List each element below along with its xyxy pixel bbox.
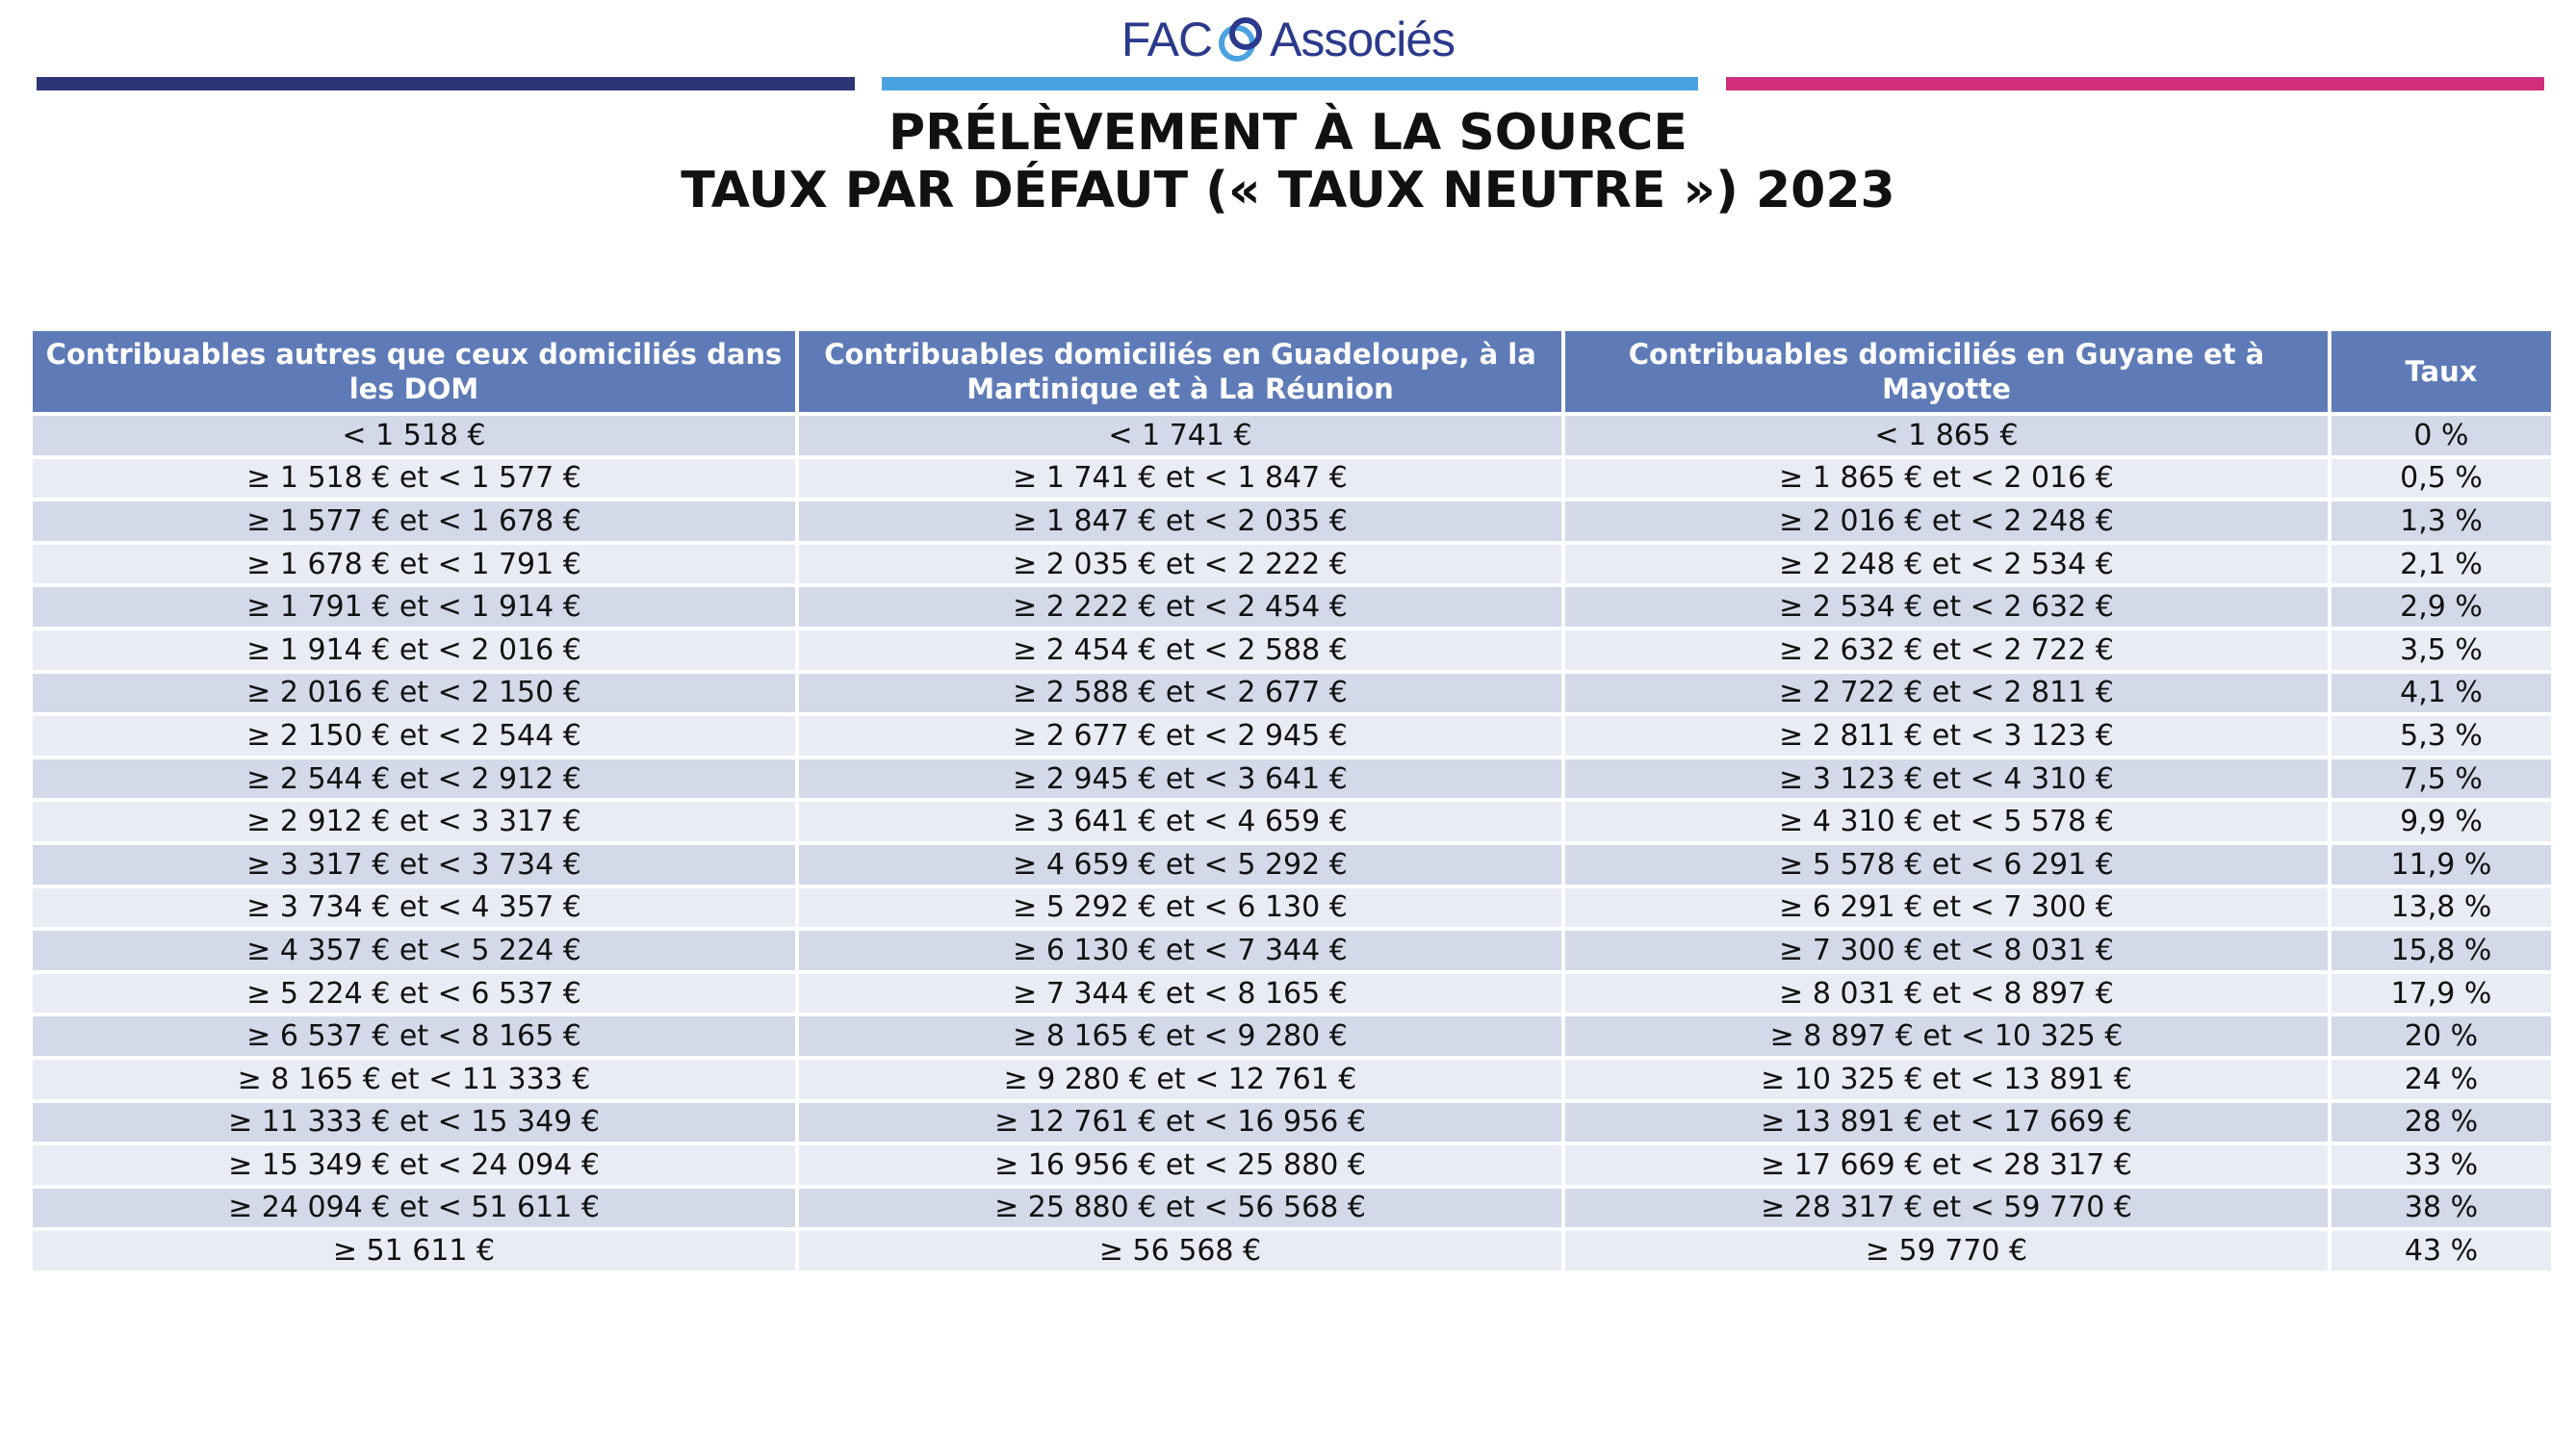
cell-metropole: ≥ 15 349 € et < 24 094 € (33, 1145, 795, 1185)
cell-taux: 43 % (2331, 1231, 2551, 1271)
cell-guyane-mayotte: ≥ 7 300 € et < 8 031 € (1565, 931, 2328, 970)
cell-metropole: ≥ 51 611 € (33, 1231, 795, 1271)
header-guyane-mayotte: Contribuables domiciliés en Guyane et à Mayotte (1565, 331, 2328, 412)
cell-guyane-mayotte: ≥ 8 031 € et < 8 897 € (1565, 974, 2328, 1014)
cell-metropole: ≥ 2 912 € et < 3 317 € (33, 802, 795, 841)
table-row (33, 1016, 2551, 1056)
cell-guadeloupe-martinique-reunion: ≥ 7 344 € et < 8 165 € (799, 974, 1561, 1014)
cell-guadeloupe-martinique-reunion: ≥ 16 956 € et < 25 880 € (799, 1145, 1561, 1185)
cell-guyane-mayotte: ≥ 6 291 € et < 7 300 € (1565, 888, 2328, 928)
logo-mark-icon (1214, 13, 1268, 66)
cell-guyane-mayotte: ≥ 8 897 € et < 10 325 € (1565, 1016, 2328, 1056)
cell-guyane-mayotte: ≥ 3 123 € et < 4 310 € (1565, 759, 2328, 799)
table-row (33, 587, 2551, 627)
cell-guyane-mayotte: ≥ 17 669 € et < 28 317 € (1565, 1145, 2328, 1185)
table-row (33, 759, 2551, 799)
table-header-row (33, 331, 2551, 412)
cell-taux: 9,9 % (2331, 802, 2551, 841)
cell-guyane-mayotte: ≥ 10 325 € et < 13 891 € (1565, 1060, 2328, 1099)
cell-taux: 1,3 % (2331, 501, 2551, 541)
cell-metropole: ≥ 8 165 € et < 11 333 € (33, 1060, 795, 1099)
cell-guadeloupe-martinique-reunion: ≥ 56 568 € (799, 1231, 1561, 1271)
table-row (33, 1231, 2551, 1271)
cell-taux: 20 % (2331, 1016, 2551, 1056)
header-metropole: Contribuables autres que ceux domiciliés dans les DOM (33, 331, 795, 412)
cell-taux: 4,1 % (2331, 674, 2551, 713)
cell-taux: 0 % (2331, 416, 2551, 455)
table-row (33, 545, 2551, 584)
cell-guyane-mayotte: ≥ 2 248 € et < 2 534 € (1565, 545, 2328, 584)
table-row (33, 802, 2551, 841)
cell-taux: 17,9 % (2331, 974, 2551, 1014)
cell-metropole: ≥ 3 317 € et < 3 734 € (33, 845, 795, 885)
cell-taux: 5,3 % (2331, 716, 2551, 756)
header-guadeloupe-martinique-reunion: Contribuables domiciliés en Guadeloupe, à la Martinique et à La Réunion (799, 331, 1561, 412)
cell-taux: 15,8 % (2331, 931, 2551, 970)
cell-metropole: ≥ 1 518 € et < 1 577 € (33, 459, 795, 499)
cell-guyane-mayotte: ≥ 2 811 € et < 3 123 € (1565, 716, 2328, 756)
cell-metropole: ≥ 2 150 € et < 2 544 € (33, 716, 795, 756)
table-row (33, 1189, 2551, 1228)
cell-guyane-mayotte: ≥ 2 632 € et < 2 722 € (1565, 630, 2328, 670)
table-row (33, 674, 2551, 713)
cell-metropole: ≥ 2 544 € et < 2 912 € (33, 759, 795, 799)
cell-guadeloupe-martinique-reunion: ≥ 2 677 € et < 2 945 € (799, 716, 1561, 756)
logo-text-fac: FAC (1121, 13, 1213, 66)
table-row (33, 716, 2551, 756)
cell-guadeloupe-martinique-reunion: ≥ 2 035 € et < 2 222 € (799, 545, 1561, 584)
cell-guadeloupe-martinique-reunion: ≥ 25 880 € et < 56 568 € (799, 1189, 1561, 1228)
cell-metropole: ≥ 1 678 € et < 1 791 € (33, 545, 795, 584)
company-logo (0, 8, 2576, 71)
page-title-line-1: PRÉLÈVEMENT À LA SOURCE (889, 104, 1687, 162)
cell-guadeloupe-martinique-reunion: ≥ 1 847 € et < 2 035 € (799, 501, 1561, 541)
cell-guyane-mayotte: ≥ 13 891 € et < 17 669 € (1565, 1103, 2328, 1143)
table-row (33, 1145, 2551, 1185)
cell-metropole: ≥ 1 791 € et < 1 914 € (33, 587, 795, 627)
cell-metropole: ≥ 2 016 € et < 2 150 € (33, 674, 795, 713)
cell-taux: 13,8 % (2331, 888, 2551, 928)
cell-guadeloupe-martinique-reunion: ≥ 1 741 € et < 1 847 € (799, 459, 1561, 499)
table-row (33, 974, 2551, 1014)
decorative-bar-navy (37, 77, 855, 90)
cell-metropole: ≥ 5 224 € et < 6 537 € (33, 974, 795, 1014)
header-taux: Taux (2331, 331, 2551, 412)
logo-text-associes: Associés (1270, 13, 1455, 66)
cell-metropole: ≥ 11 333 € et < 15 349 € (33, 1103, 795, 1143)
cell-guyane-mayotte: ≥ 2 016 € et < 2 248 € (1565, 501, 2328, 541)
cell-metropole: ≥ 3 734 € et < 4 357 € (33, 888, 795, 928)
cell-metropole: ≥ 1 914 € et < 2 016 € (33, 630, 795, 670)
cell-guyane-mayotte: < 1 865 € (1565, 416, 2328, 455)
cell-metropole: ≥ 1 577 € et < 1 678 € (33, 501, 795, 541)
cell-taux: 38 % (2331, 1189, 2551, 1228)
cell-metropole: ≥ 24 094 € et < 51 611 € (33, 1189, 795, 1228)
cell-taux: 0,5 % (2331, 459, 2551, 499)
cell-guyane-mayotte: ≥ 2 534 € et < 2 632 € (1565, 587, 2328, 627)
table-row (33, 501, 2551, 541)
cell-guyane-mayotte: ≥ 2 722 € et < 2 811 € (1565, 674, 2328, 713)
cell-guadeloupe-martinique-reunion: ≥ 12 761 € et < 16 956 € (799, 1103, 1561, 1143)
cell-guadeloupe-martinique-reunion: ≥ 5 292 € et < 6 130 € (799, 888, 1561, 928)
cell-taux: 2,9 % (2331, 587, 2551, 627)
table-row (33, 630, 2551, 670)
cell-guadeloupe-martinique-reunion: ≥ 2 588 € et < 2 677 € (799, 674, 1561, 713)
cell-guadeloupe-martinique-reunion: ≥ 8 165 € et < 9 280 € (799, 1016, 1561, 1056)
cell-guadeloupe-martinique-reunion: ≥ 6 130 € et < 7 344 € (799, 931, 1561, 970)
table-row (33, 931, 2551, 970)
table-row (33, 845, 2551, 885)
cell-taux: 11,9 % (2331, 845, 2551, 885)
cell-guadeloupe-martinique-reunion: ≥ 3 641 € et < 4 659 € (799, 802, 1561, 841)
cell-metropole: ≥ 6 537 € et < 8 165 € (33, 1016, 795, 1056)
cell-metropole: < 1 518 € (33, 416, 795, 455)
cell-guyane-mayotte: ≥ 59 770 € (1565, 1231, 2328, 1271)
decorative-bar-sky (882, 77, 1698, 90)
cell-guadeloupe-martinique-reunion: ≥ 4 659 € et < 5 292 € (799, 845, 1561, 885)
tax-rate-table (29, 327, 2555, 1274)
table-row (33, 416, 2551, 455)
cell-taux: 33 % (2331, 1145, 2551, 1185)
page-title-line-2: TAUX PAR DÉFAUT (« TAUX NEUTRE ») 2023 (681, 162, 1895, 219)
table-row (33, 1103, 2551, 1143)
cell-taux: 7,5 % (2331, 759, 2551, 799)
decorative-bar-pink (1726, 77, 2544, 90)
cell-guadeloupe-martinique-reunion: < 1 741 € (799, 416, 1561, 455)
cell-taux: 24 % (2331, 1060, 2551, 1099)
cell-guadeloupe-martinique-reunion: ≥ 9 280 € et < 12 761 € (799, 1060, 1561, 1099)
cell-guyane-mayotte: ≥ 28 317 € et < 59 770 € (1565, 1189, 2328, 1228)
cell-guyane-mayotte: ≥ 4 310 € et < 5 578 € (1565, 802, 2328, 841)
cell-guyane-mayotte: ≥ 5 578 € et < 6 291 € (1565, 845, 2328, 885)
cell-taux: 2,1 % (2331, 545, 2551, 584)
cell-metropole: ≥ 4 357 € et < 5 224 € (33, 931, 795, 970)
table-row (33, 888, 2551, 928)
cell-guadeloupe-martinique-reunion: ≥ 2 222 € et < 2 454 € (799, 587, 1561, 627)
cell-taux: 3,5 % (2331, 630, 2551, 670)
table-row (33, 459, 2551, 499)
table-row (33, 1060, 2551, 1099)
cell-guadeloupe-martinique-reunion: ≥ 2 945 € et < 3 641 € (799, 759, 1561, 799)
cell-guyane-mayotte: ≥ 1 865 € et < 2 016 € (1565, 459, 2328, 499)
cell-guadeloupe-martinique-reunion: ≥ 2 454 € et < 2 588 € (799, 630, 1561, 670)
cell-taux: 28 % (2331, 1103, 2551, 1143)
